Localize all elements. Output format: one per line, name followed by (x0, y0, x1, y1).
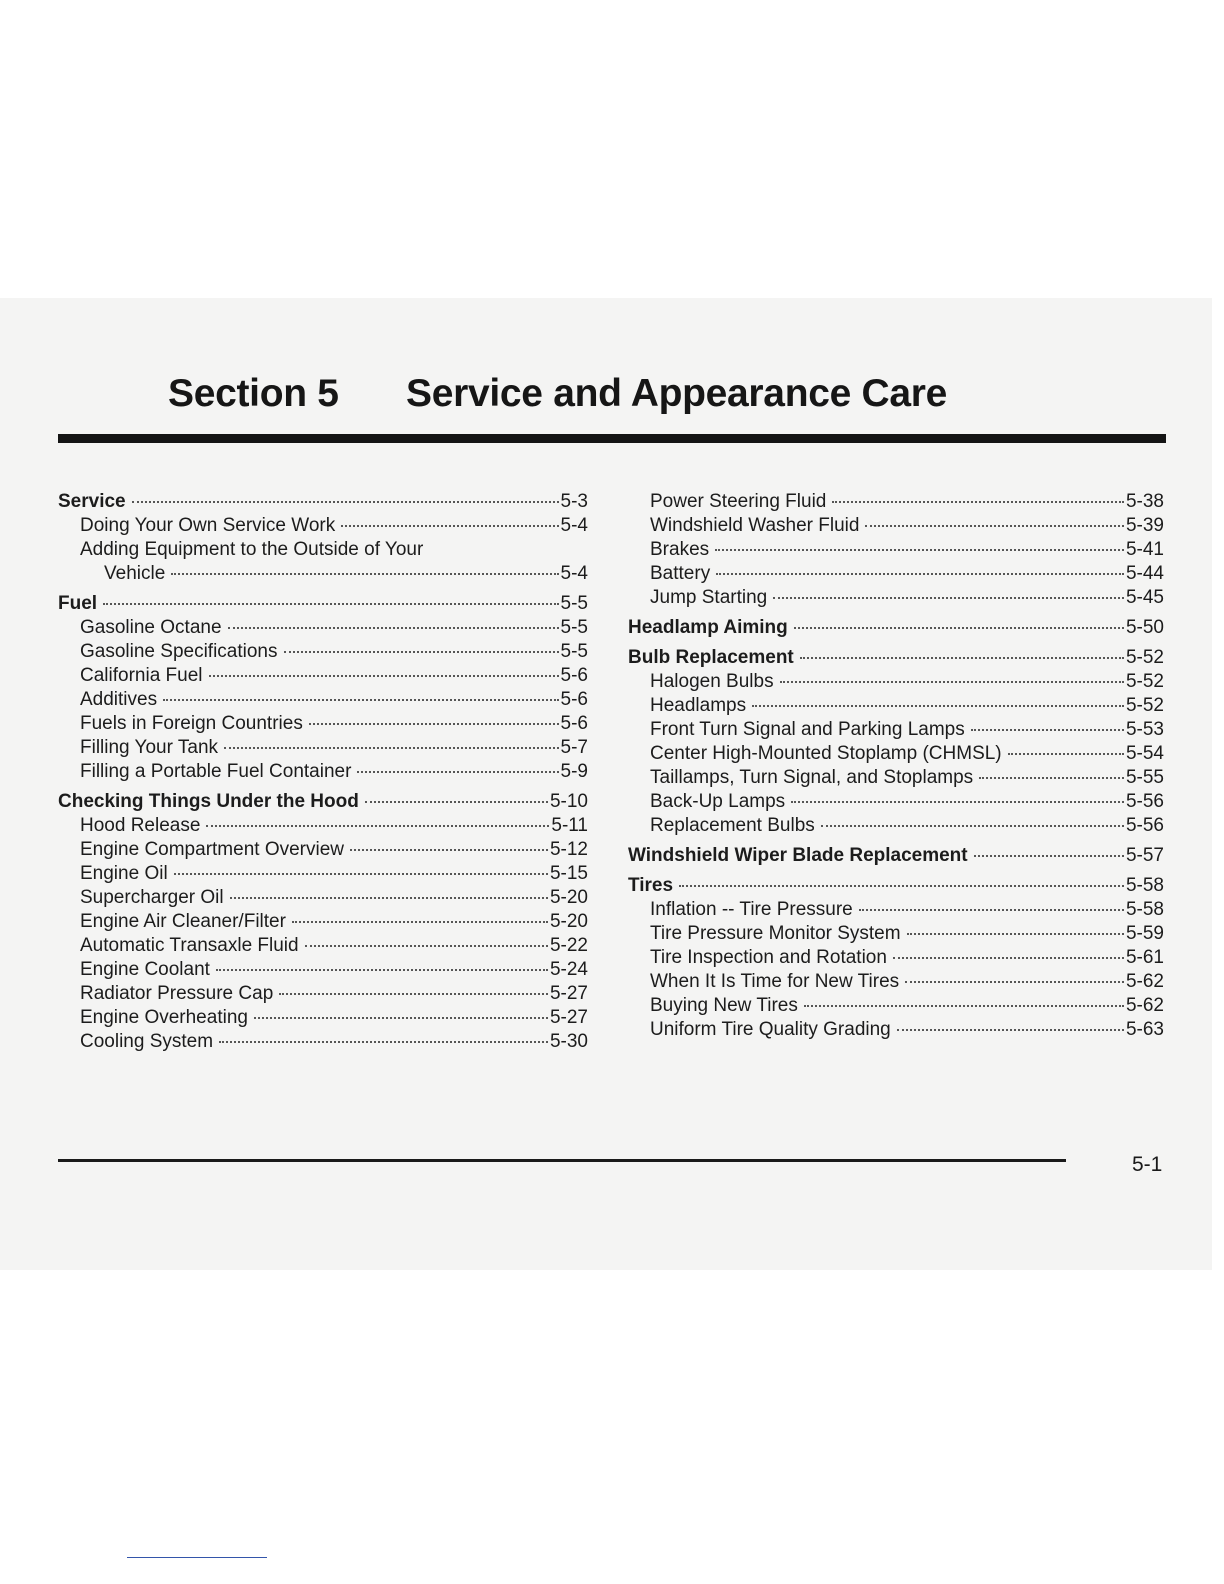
footer-rule (58, 1159, 1066, 1162)
toc-dot-leader (752, 705, 1124, 707)
toc-entry[interactable] (628, 970, 1164, 994)
toc-entry-page: 5-27 (549, 1007, 588, 1028)
toc-entry-label: Halogen Bulbs (650, 671, 774, 692)
toc-dot-leader (163, 699, 558, 701)
toc-entry[interactable] (58, 982, 588, 1006)
toc-entry-page: 5-50 (1125, 617, 1164, 638)
toc-dot-leader (357, 771, 558, 773)
toc-dot-leader (1008, 753, 1124, 755)
toc-dot-leader (305, 945, 548, 947)
toc-heading-entry[interactable] (628, 646, 1164, 670)
toc-entry[interactable] (58, 814, 588, 838)
toc-entry-label: Checking Things Under the Hood (58, 791, 359, 812)
toc-entry-page: 5-20 (549, 911, 588, 932)
toc-entry-label: Engine Coolant (80, 959, 210, 980)
toc-entry-page: 5-44 (1125, 563, 1164, 584)
toc-entry-page: 5-5 (560, 593, 588, 614)
toc-entry[interactable] (58, 514, 588, 538)
toc-entry[interactable] (628, 922, 1164, 946)
toc-entry-label: Headlamps (650, 695, 747, 716)
toc-dot-leader (821, 825, 1124, 827)
toc-entry-label: Center High-Mounted Stoplamp (CHMSL) (650, 743, 1002, 764)
toc-heading-entry[interactable] (58, 490, 588, 514)
toc-entry-page: 5-22 (549, 935, 588, 956)
toc-heading-entry[interactable] (58, 592, 588, 616)
toc-entry[interactable] (628, 694, 1164, 718)
toc-entry-label: Buying New Tires (650, 995, 798, 1016)
toc-dot-leader (284, 651, 559, 653)
page-number: 5-1 (1132, 1153, 1163, 1176)
toc-entry[interactable] (628, 562, 1164, 586)
toc-entry[interactable] (58, 562, 588, 586)
toc-entry[interactable] (628, 1018, 1164, 1042)
toc-entry[interactable] (628, 814, 1164, 838)
toc-heading-entry[interactable] (628, 874, 1164, 898)
toc-entry-page: 5-61 (1125, 947, 1164, 968)
toc-dot-leader (832, 501, 1124, 503)
toc-dot-leader (292, 921, 548, 923)
toc-dot-leader (279, 993, 548, 995)
toc-entry-label: Doing Your Own Service Work (80, 515, 336, 536)
toc-entry-label: Tires (628, 875, 674, 896)
toc-entry-page: 5-7 (560, 737, 588, 758)
toc-entry-page: 5-55 (1125, 767, 1164, 788)
toc-entry[interactable] (58, 838, 588, 862)
toc-heading-entry[interactable] (628, 844, 1164, 868)
toc-left-column (58, 490, 588, 1054)
toc-entry[interactable] (628, 742, 1164, 766)
toc-entry-label: Gasoline Octane (80, 617, 222, 638)
toc-entry-page: 5-39 (1125, 515, 1164, 536)
toc-entry-label: Engine Overheating (80, 1007, 248, 1028)
toc-dot-leader (219, 1041, 548, 1043)
toc-entry-page: 5-10 (549, 791, 588, 812)
toc-entry-page: 5-58 (1125, 899, 1164, 920)
section-label: Section 5 (168, 372, 339, 415)
toc-entry-label: Replacement Bulbs (650, 815, 815, 836)
toc-entry-label: When It Is Time for New Tires (650, 971, 900, 992)
toc-entry-page: 5-45 (1125, 587, 1164, 608)
toc-dot-leader (971, 729, 1124, 731)
toc-entry-label: Fuels in Foreign Countries (80, 713, 303, 734)
toc-dot-leader (716, 573, 1124, 575)
toc-entry-page: 5-62 (1125, 995, 1164, 1016)
toc-entry-label: Radiator Pressure Cap (80, 983, 274, 1004)
toc-entry-page: 5-15 (549, 863, 588, 884)
toc-entry-page: 5-41 (1125, 539, 1164, 560)
toc-entry-label: Battery (650, 563, 711, 584)
toc-entry[interactable] (628, 586, 1164, 610)
toc-entry-page: 5-63 (1125, 1019, 1164, 1040)
toc-entry-page: 5-6 (560, 713, 588, 734)
toc-dot-leader (859, 909, 1124, 911)
toc-entry-label: Uniform Tire Quality Grading (650, 1019, 891, 1040)
toc-entry-label: Bulb Replacement (628, 647, 794, 668)
toc-entry[interactable] (628, 490, 1164, 514)
toc-entry-label: Fuel (58, 593, 98, 614)
toc-entry-label: Gasoline Specifications (80, 641, 278, 662)
toc-entry-page: 5-56 (1125, 791, 1164, 812)
toc-entry-label: Automatic Transaxle Fluid (80, 935, 299, 956)
toc-entry-label: Engine Compartment Overview (80, 839, 344, 860)
toc-entry-label: Supercharger Oil (80, 887, 224, 908)
toc-dot-leader (206, 825, 549, 827)
toc-entry-page: 5-4 (560, 563, 588, 584)
section-header (0, 372, 1224, 422)
toc-dot-leader (773, 597, 1124, 599)
toc-entry-label: Headlamp Aiming (628, 617, 788, 638)
toc-dot-leader (791, 801, 1124, 803)
toc-entry-label: Tire Inspection and Rotation (650, 947, 887, 968)
toc-entry[interactable] (58, 862, 588, 886)
toc-entry-page: 5-5 (560, 641, 588, 662)
toc-entry[interactable] (58, 910, 588, 934)
toc-dot-leader (715, 549, 1124, 551)
toc-entry-label: Jump Starting (650, 587, 768, 608)
toc-entry-label: Brakes (650, 539, 710, 560)
toc-entry[interactable] (628, 718, 1164, 742)
toc-entry-page: 5-27 (549, 983, 588, 1004)
toc-dot-leader (228, 627, 559, 629)
toc-dot-leader (897, 1029, 1124, 1031)
toc-entry-page: 5-6 (560, 689, 588, 710)
toc-dot-leader (224, 747, 559, 749)
toc-entry-label: Taillamps, Turn Signal, and Stoplamps (650, 767, 974, 788)
toc-entry-label: Windshield Washer Fluid (650, 515, 860, 536)
toc-dot-leader (800, 657, 1124, 659)
toc-right-column (628, 490, 1164, 1042)
toc-entry[interactable] (628, 538, 1164, 562)
toc-entry[interactable] (628, 670, 1164, 694)
toc-entry[interactable] (58, 1030, 588, 1054)
toc-entry-label: Tire Pressure Monitor System (650, 923, 901, 944)
toc-entry-page: 5-52 (1125, 671, 1164, 692)
toc-entry-label: Engine Oil (80, 863, 168, 884)
toc-entry-page: 5-58 (1125, 875, 1164, 896)
toc-dot-leader (794, 627, 1124, 629)
toc-entry-label: Filling a Portable Fuel Container (80, 761, 352, 782)
toc-entry-page: 5-12 (549, 839, 588, 860)
toc-entry[interactable] (628, 766, 1164, 790)
toc-entry[interactable] (628, 898, 1164, 922)
toc-entry[interactable] (58, 886, 588, 910)
toc-entry[interactable] (58, 664, 588, 688)
toc-entry-label: Inflation -- Tire Pressure (650, 899, 853, 920)
toc-dot-leader (254, 1017, 548, 1019)
toc-entry[interactable] (58, 934, 588, 958)
toc-entry[interactable] (628, 994, 1164, 1018)
toc-dot-leader (350, 849, 548, 851)
toc-entry-label: Adding Equipment to the Outside of Your (80, 539, 424, 560)
toc-entry-page: 5-20 (549, 887, 588, 908)
toc-entry-label: Filling Your Tank (80, 737, 219, 758)
toc-dot-leader (679, 885, 1124, 887)
toc-entry-page: 5-52 (1125, 695, 1164, 716)
section-title: Service and Appearance Care (406, 372, 948, 415)
toc-dot-leader (103, 603, 558, 605)
toc-dot-leader (230, 897, 548, 899)
toc-dot-leader (974, 855, 1124, 857)
toc-entry[interactable] (58, 688, 588, 712)
toc-entry[interactable] (58, 616, 588, 640)
toc-dot-leader (780, 681, 1124, 683)
toc-entry-page: 5-53 (1125, 719, 1164, 740)
toc-dot-leader (893, 957, 1124, 959)
toc-entry-page: 5-5 (560, 617, 588, 638)
toc-dot-leader (905, 981, 1124, 983)
toc-dot-leader (171, 573, 558, 575)
toc-dot-leader (132, 501, 559, 503)
toc-dot-leader (365, 801, 548, 803)
toc-dot-leader (979, 777, 1124, 779)
toc-entry-label: Vehicle (104, 563, 166, 584)
toc-entry-page: 5-57 (1125, 845, 1164, 866)
toc-entry[interactable] (58, 538, 588, 562)
link-underline[interactable] (127, 1557, 267, 1558)
toc-entry-label: Service (58, 491, 126, 512)
toc-heading-entry[interactable] (58, 790, 588, 814)
toc-dot-leader (804, 1005, 1124, 1007)
toc-entry-page: 5-38 (1125, 491, 1164, 512)
toc-entry[interactable] (628, 946, 1164, 970)
toc-entry-page: 5-62 (1125, 971, 1164, 992)
toc-entry-page: 5-3 (560, 491, 588, 512)
toc-entry[interactable] (58, 640, 588, 664)
toc-entry[interactable] (58, 736, 588, 760)
toc-entry-label: Hood Release (80, 815, 201, 836)
toc-entry-page: 5-59 (1125, 923, 1164, 944)
toc-entry-page: 5-11 (551, 815, 588, 836)
toc-entry-page: 5-52 (1125, 647, 1164, 668)
toc-entry-page: 5-56 (1125, 815, 1164, 836)
toc-entry-label: Cooling System (80, 1031, 214, 1052)
toc-entry[interactable] (58, 760, 588, 784)
toc-entry-page: 5-54 (1125, 743, 1164, 764)
toc-dot-leader (865, 525, 1124, 527)
toc-heading-entry[interactable] (628, 616, 1164, 640)
toc-entry-page: 5-30 (549, 1031, 588, 1052)
toc-entry[interactable] (58, 712, 588, 736)
toc-entry[interactable] (628, 514, 1164, 538)
toc-entry-label: Additives (80, 689, 158, 710)
toc-dot-leader (174, 873, 548, 875)
toc-dot-leader (209, 675, 559, 677)
toc-entry-page: 5-24 (549, 959, 588, 980)
toc-entry-label: Front Turn Signal and Parking Lamps (650, 719, 965, 740)
toc-entry-page: 5-6 (560, 665, 588, 686)
toc-dot-leader (341, 525, 558, 527)
header-rule (58, 434, 1166, 443)
toc-entry[interactable] (58, 958, 588, 982)
toc-dot-leader (907, 933, 1124, 935)
toc-entry-label: Power Steering Fluid (650, 491, 827, 512)
toc-dot-leader (216, 969, 548, 971)
toc-dot-leader (309, 723, 559, 725)
toc-entry-label: Engine Air Cleaner/Filter (80, 911, 286, 932)
toc-entry-label: Windshield Wiper Blade Replacement (628, 845, 968, 866)
toc-entry[interactable] (628, 790, 1164, 814)
toc-entry-page: 5-9 (560, 761, 588, 782)
toc-entry-page: 5-4 (560, 515, 588, 536)
toc-entry[interactable] (58, 1006, 588, 1030)
toc-entry-label: California Fuel (80, 665, 203, 686)
toc-entry-label: Back-Up Lamps (650, 791, 786, 812)
